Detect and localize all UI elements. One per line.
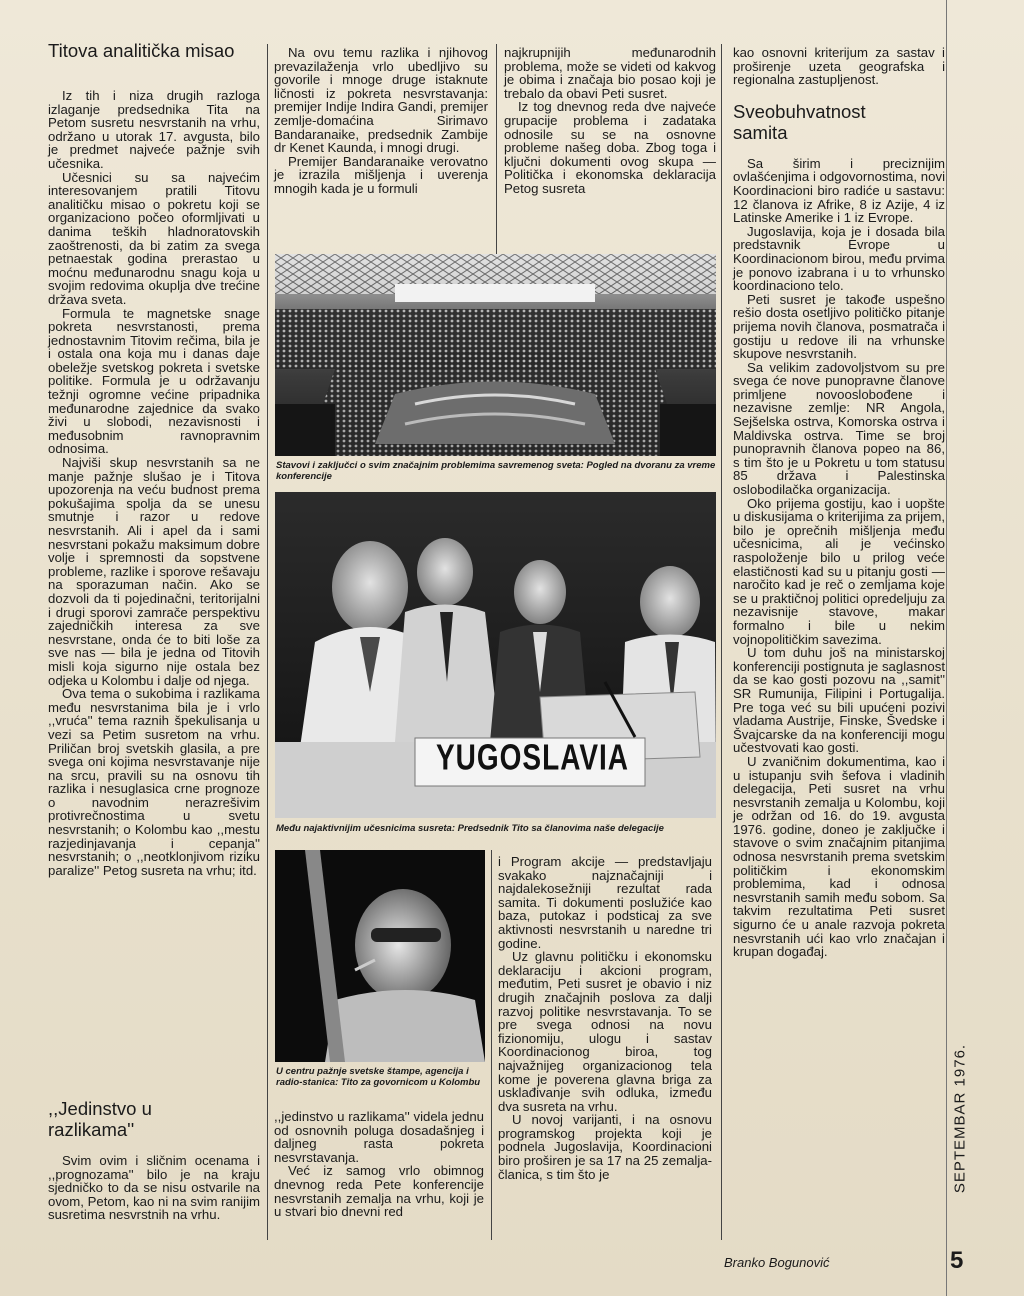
yugoslavia-nameplate: YUGOSLAVIA	[435, 737, 630, 778]
conference-hall-image	[275, 254, 716, 456]
column-rule	[491, 850, 492, 1240]
column-1	[48, 40, 260, 877]
paragraph: Na ovu temu razlika i njihovog prevazilaženja vrlo ubedljivo su govorile i mnoge druge istaknute ličnosti iz pokreta nesvrstavanja: premijer Indije Indira Gandi, premijer zemlje-domaćina Sirimavo Bandaranaike, predsednik Zambije dr Kenet Kaunda, i mnogi drugi.	[274, 45, 488, 156]
issue-date-sidebar	[940, 1043, 980, 1210]
paragraph: U zvaničnim dokumentima, kao i u istupanju svih šefova i vladinih delegacija, Peti susret na vrhu nesvrstanih zemalja u Kolombu, koji je održan od 16. do 19. avgusta 1976. godine, doneo je zaključke i stavove o svim značajnim pitanjima odnosa nesvrstanih prema svetskim političkim i ekonomskim problemima, kad i odnosa nesvrstanih samih među sobom. Sa takvim rezultatima Peti susret sigurno će u anale razvoja pokreta nesvrstanih ući kao vrlo značajan i krupan događaj.	[733, 753, 945, 960]
paragraph: Sa velikim zadovoljstvom su pre svega će nove punopravne članove primljene novooslobođene i nezavisne zemlje: NR Angola, Sejšelska ostrva, Komorska ostrva i Maldivska ostrva. Time se broj punopravnih članova popeo na 86, s tim što je u Pokretu u tom statusu 85 država i Palestinska oslobodilačka organizacija.	[733, 359, 945, 498]
paragraph: Uz glavnu političku i ekonomsku deklaraciju i akcioni program, međutim, Peti susret je obavio i niz drugih značajnih poslova za dalji razvoj politike nesvrstavanja. To se pre svega odnosi na novu fizionomiju, ulogu i sastav Koordinacionog biroa, tog najvažnijeg organizacionog tela kome je poverena glavna briga za usklađivanje svih odluka, između dva susreta na vrhu.	[498, 949, 712, 1114]
tito-speaking-photo	[275, 850, 485, 1062]
conference-hall-photo	[275, 254, 716, 456]
column-2-bottom	[274, 1110, 484, 1219]
photo-caption: Među najaktivnijim učesnicima susreta: Predsednik Tito sa članovima naše delegacije	[276, 823, 664, 834]
paragraph: Najviši skup nesvrstanih sa ne manje pažnje slušao je i Titova upozorenja na veću budnost prema pokušajima spolja da se unesu smutnje i razor u redove nesvrstanih. Ali i apel da i sami nesvrstani pokažu maksimum dobre volje i spremnosti da sopstvene probleme, razlike i sporove rešavaju na sporazuman način. Ako se dozvoli da ti pojedinačni, teritorijalni i drugi sporovi zamrače perspektivu zajedničkih interesa za sve nesvrstane, onda će to biti loše za sve nas — bila je jedna od Titovih misli koja sigurno nije ostala bez odjeka u Kolombu i dalje od njega.	[48, 455, 260, 688]
paragraph: Ova tema o sukobima i razlikama među nesvrstanima bila je i vrlo ,,vruća'' tema raznih špekulisanja u vezi sa Petim susretom na vrhu. Priličan broj svetskih glasila, a pre svega oni kojima nesvrstavanje nije na srcu, pravili su na osnovu tih razlika i nesuglasica crne prognoze o navodnim nerazrešivim protivrečnostima u svetu nesvrstanih; o Kolombu kao ,,mestu razjedinjavanja i cepanja'' nesvrstanih; o ,,neotklonjivom riziku paralize'' Petog susreta na vrhu; itd.	[48, 686, 260, 878]
delegation-photo	[275, 492, 716, 818]
section-heading: Titova analitička misao	[48, 40, 235, 61]
column-rule	[496, 44, 497, 254]
section-heading: Sveobuhvatnost samita	[733, 100, 866, 143]
paragraph: Već iz samog vrlo obimnog dnevnog reda Pete konferencije nesvrstanih zemalja na vrhu, koji je u stvari bio dnevni red	[274, 1163, 484, 1220]
tito-speaking-image	[275, 850, 485, 1062]
paragraph: ,,jedinstvo u razlikama'' videla jednu od osnovnih poluga dosadašnjeg i daljneg rasta pokreta nesvrstavanja.	[274, 1109, 484, 1165]
column-rule	[721, 44, 722, 1240]
column-2-top	[274, 46, 488, 196]
page-number: 5	[950, 1247, 964, 1274]
author-signature: Branko Bogunović	[724, 1255, 830, 1270]
column-rule	[267, 44, 268, 1240]
paragraph: Svim ovim i sličnim ocenama i ,,prognozama'' bilo je na kraju sjedničko to da se nisu ostvarile na ovom, Petom, kao ni na svim ranijim susretima nesvrstnih na vrhu.	[48, 1153, 260, 1223]
paragraph: Jugoslavija, koja je i dosada bila predstavnik Evrope u Koordinacionom birou, među prvima je ponovo izabrana i u to vrhunsko koordinaciono telo.	[733, 223, 945, 294]
paragraph: Formula te magnetske snage pokreta nesvrstanosti, prema jednostavnim Titovim rečima, bila je i ostala ona koja mu i danas daje obeležje svetskog pokreta i svetske politike. Formula je u održavanju težnji ogromne većine pripadnika međunarodne zajednice da svako živi u slobodi, nezavisnosti i međusobnim ravnopravnim odnosima.	[48, 305, 260, 457]
photo-caption: Stavovi i zaključci o svim značajnim problemima savremenog sveta: Pogled na dvoranu za vreme konferencije	[276, 460, 716, 482]
column-3-bottom	[498, 855, 712, 1181]
paragraph: Oko prijema gostiju, kao i uopšte u diskusijama o kriterijima za prijem, bilo je oprečnih mišljenja među učesnicima, ali je većinsko raspoloženje bilo u prilog veće elastičnosti kad su u pitanju gosti — naročito kad je reč o zemljama koje se u praktičnoj politici opredeljuju za nezavisnije stavove, makar formalno i bile u nekim vojnopolitičkim savezima.	[733, 495, 945, 647]
paragraph: kao osnovni kriterijum za sastav i proširenje uzeta geografska i regionalna zastupljenost.	[733, 45, 945, 88]
paragraph: Peti susret je takođe uspešno rešio dosta osetljivo političko pitanje prijema novih članova, posmatrača i gostiju u redove ili na vrhunske skupove nesvrstanih.	[733, 291, 945, 362]
paragraph: Učesnici su sa najvećim interesovanjem pratili Titovu analitičku misao o pokretu koji se organizaciono počeo oformljivati u danima teških hladnoratovskih zaoštrenosti, da bi zatim za svega petnaestak godina prerastao u moćnu međunarodnu snagu koja u svojim redovima okuplja dve trećine država sveta.	[48, 169, 260, 307]
paragraph: i Program akcije — predstavljaju svakako najznačajniji i najdalekosežniji rezultat rada samita. Ti dokumenti poslužiće kao baza, putokaz i podsticaj za sve aktivnosti nesvrstanih u narednе tri godine.	[498, 854, 712, 951]
paragraph: najkrupnijih međunarodnih problema, može se videti od kakvog je obima i značaja bio posao koji je trebalo da obavi Peti susret.	[504, 45, 716, 101]
column-4	[733, 46, 945, 959]
column-3-top	[504, 46, 716, 196]
column-1-bottom	[48, 1098, 260, 1222]
paragraph: Premijer Bandaranaike verovatno je izrazila mišljenja i uverenja mnogih kada je u formuli	[274, 153, 488, 196]
paragraph: U novoj varijanti, i na osnovu programskog projekta koji je podnela Jugoslavija, Koordinacioni biro proširen je sa 17 na 25 zemalja-članica, s tim što je	[498, 1112, 712, 1182]
paragraph: Iz tih i niza drugih razloga izlaganje predsednika Tita na Petom susretu nesvrstanih na vrhu, održano u utorak 17. avgusta, bilo je predmet najveće pažnje svih učesnika.	[48, 88, 260, 171]
paragraph: U tom duhu još na ministarskoj konferenciji postignuta je saglasnost da se kao gosti pozovu na ,,samit'' SR Rumunija, Filipini i Portugalija. Pre toga već su bili upućeni pozivi vladama Austrije, Finske, Švedske i Švajcarske da na konferenciji mogu učestvovati kao gosti.	[733, 645, 945, 756]
issue-date: SEPTEMBAR 1976.	[951, 1043, 969, 1194]
photo-caption: U centru pažnje svetske štampe, agencija i radio-stanica: Tito za govornicom u Kolombu	[276, 1066, 481, 1088]
paragraph: Sa širim i preciznijim ovlašćenjima i odgovornostima, novi Koordinacioni biro radiće u sastavu: 12 članova iz Afrike, 8 iz Azije, 4 iz Latinske Amerike i 1 iz Evrope.	[733, 155, 945, 226]
section-heading: ,,Jedinstvo u razlikama''	[48, 1098, 152, 1140]
paragraph: Iz tog dnevnog reda dve najveće grupacije problema i zadataka odnosile su se na osnovne probleme našeg doba. Zbog toga i ključni dokumenti ovog skupa — Politička i ekonomska deklaracija Petog susreta	[504, 99, 716, 196]
